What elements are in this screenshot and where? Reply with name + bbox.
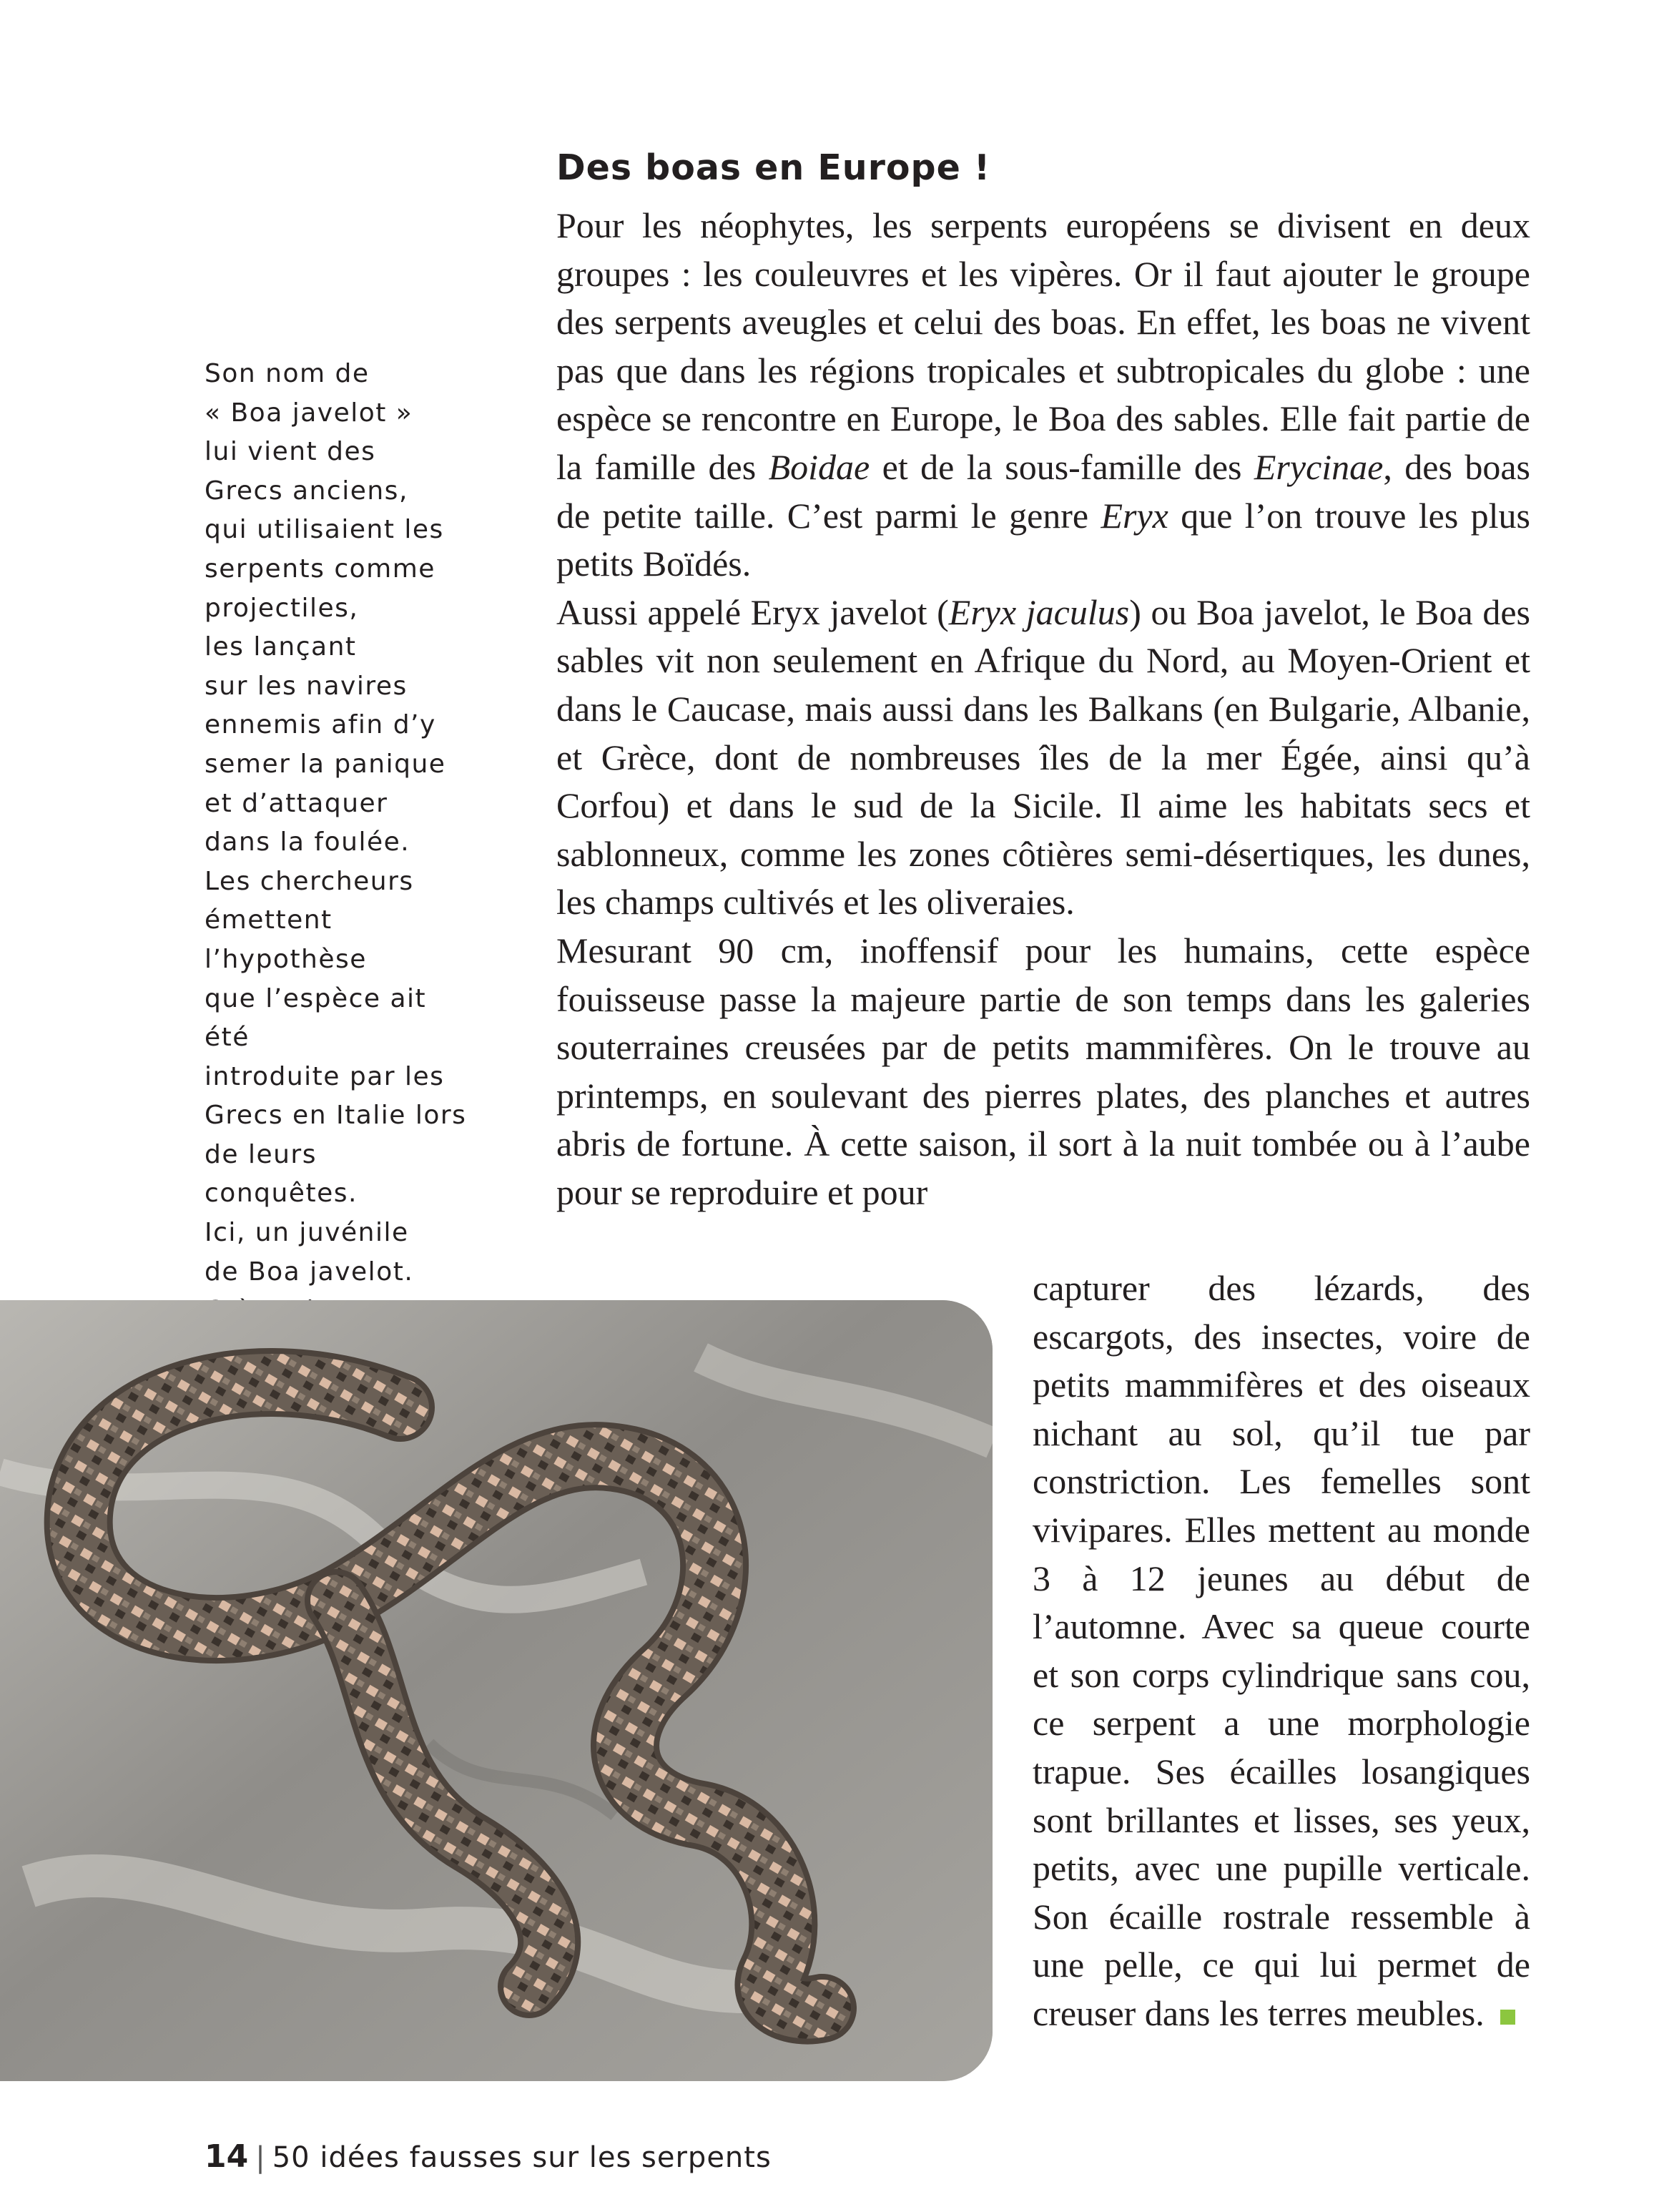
paragraph-1: Pour les néophytes, les serpents européens se divisent en deux groupes : les couleuvres et les vipères. Or il faut ajouter le groupe des serpents aveugles et celui des boas. En effet, les boas ne vivent pas que dans les régions tropicales et subtropicales du globe : une espèce se rencontre en Europe, le Boa des sables. Elle fait partie de la famille des Boidae et de la sous-famille des Erycinae, des boas de petite taille. C’est parmi le genre Eryx que l’on trouve les plus petits Boïdés. (556, 205, 1530, 584)
photo-caption (205, 355, 476, 1331)
caption-line: dans la foulée. (205, 827, 410, 857)
book-title: 50 idées fausses sur les serpents (272, 2141, 772, 2174)
caption-line: les lançant (205, 632, 357, 662)
paragraph-3: Mesurant 90 cm, inoffensif pour les humains, cette espèce fouisseuse passe la majeure partie de son temps dans les galeries souterraines creusées par de petits mammifères. On le trouve au printemps, en soulevant des pierres plates, des planches et autres abris de fortune. À cette saison, il sort à la nuit tombée ou à l’aube pour se reproduire et pour (556, 930, 1530, 1212)
caption-line: qui utilisaient les (205, 515, 444, 545)
section-heading: Des boas en Europe ! (556, 147, 991, 188)
caption-line: Ici, un juvénile (205, 1218, 409, 1248)
caption-line: et d’attaquer (205, 788, 388, 818)
caption-line: de leurs conquêtes. (205, 1139, 358, 1209)
caption-line: projectiles, (205, 593, 359, 623)
caption-line: lui vient des (205, 437, 376, 467)
caption-line: ennemis afin d’y (205, 710, 436, 740)
caption-line: de Boa javelot. (205, 1257, 414, 1287)
paragraph-3-continued: capturer des lézards, des escargots, des insectes, voire de petits mammifères et des oiseaux nichant au sol, qu’il tue par constriction. Les femelles sont vivipares. Elles mettent au monde 3 à 12 jeunes au début de l’automne. Avec sa queue courte et son corps cylindrique sans cou, ce serpent a une morphologie trapue. Ses écailles losangiques sont brillantes et lisses, ses yeux, petits, avec une pupille verticale. Son écaille rostrale ressemble à une pelle, ce qui lui permet de creuser dans les terres meubles. (1033, 1268, 1530, 2033)
caption-line: serpents comme (205, 554, 435, 584)
article-body (556, 202, 1530, 1216)
article-body-continued (1033, 1264, 1530, 2038)
footer-separator: | (255, 2141, 265, 2174)
caption-line: émettent (205, 905, 333, 935)
page-number: 14 (205, 2138, 249, 2175)
paragraph-2: Aussi appelé Eryx javelot (Eryx jaculus) ou Boa javelot, le Boa des sables vit non seulement en Afrique du Nord, au Moyen-Orient et dans le Caucase, mais aussi dans les Balkans (en Bulgarie, Albanie, et Grèce, dont de nombreuses îles de la mer Égée, ainsi qu’à Corfou) et dans le sud de la Sicile. Il aime les habitats secs et sablonneux, comme les zones côtières semi-désertiques, les dunes, les champs cultivés et les oliveraies. (556, 591, 1530, 923)
snake-photo (0, 1300, 993, 2081)
caption-line: Grecs en Italie lors (205, 1101, 467, 1131)
caption-line: l’hypothèse (205, 944, 367, 974)
end-of-article-square-icon (1500, 2010, 1515, 2025)
caption-line: semer la panique (205, 749, 446, 779)
caption-line: que l’espèce ait été (205, 983, 427, 1053)
page-footer (205, 2138, 772, 2175)
caption-line: Grecs anciens, (205, 476, 408, 506)
caption-line: Son nom de (205, 359, 370, 388)
caption-line: « Boa javelot » (205, 398, 413, 428)
caption-line: Les chercheurs (205, 866, 414, 896)
caption-line: introduite par les (205, 1061, 445, 1091)
caption-line: sur les navires (205, 671, 408, 701)
